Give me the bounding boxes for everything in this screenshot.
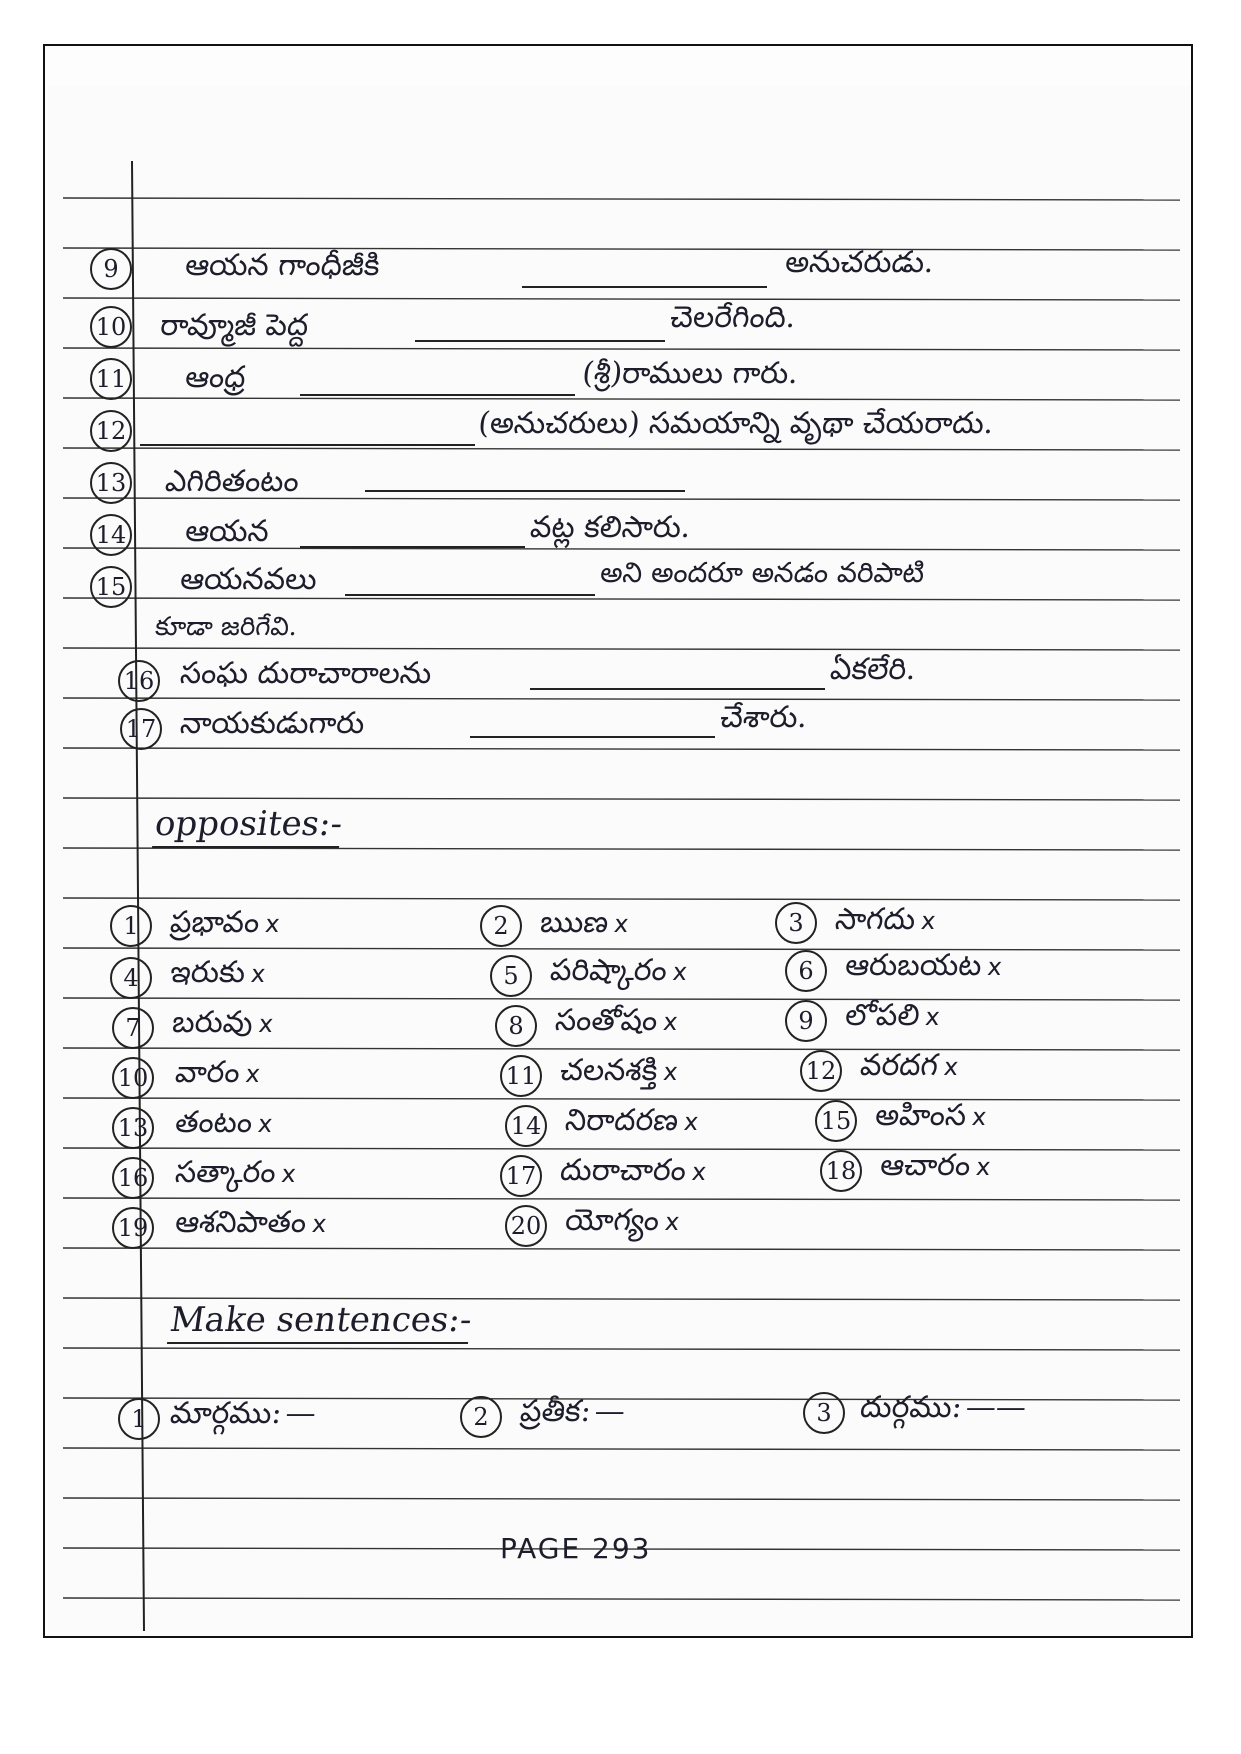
page-footer: PAGE 293: [500, 1532, 652, 1565]
blank-suffix: చేశారు.: [718, 700, 810, 735]
blank-line: [530, 688, 825, 690]
item-number: 16: [118, 660, 160, 702]
blank-line: [300, 394, 575, 396]
item-number: 16: [112, 1157, 154, 1199]
item-number: 1: [118, 1398, 160, 1440]
rule-line: [63, 298, 1180, 300]
blank-line: [470, 736, 715, 738]
item-number: 17: [120, 708, 162, 750]
blank-prefix: ఆయన గాంధీజీకి: [183, 248, 382, 283]
opposite-word: సత్కారం x: [173, 1155, 298, 1190]
item-number: 11: [90, 358, 132, 400]
rule-line: [63, 898, 1180, 900]
make-sentences-heading: Make sentences:-: [167, 1300, 475, 1344]
opposite-word: ప్రభావం x: [168, 905, 281, 940]
item-number: 10: [112, 1057, 154, 1099]
opposite-word: వారం x: [173, 1055, 262, 1090]
opposites-heading: opposites:-: [152, 804, 345, 848]
item-number: 8: [495, 1005, 537, 1047]
opposite-word: ఆశనిపాతం x: [173, 1205, 328, 1240]
item-number: 17: [500, 1155, 542, 1197]
item-number: 3: [775, 902, 817, 944]
rule-line: [63, 1348, 1180, 1350]
item-number: 2: [480, 905, 522, 947]
item-number: 5: [490, 955, 532, 997]
blank-suffix: (అనుచరులు) సమయాన్ని వృథా చేయరాదు.: [476, 406, 996, 441]
rule-line: [63, 1098, 1180, 1100]
blank-suffix: అని అందరూ అనడం వరిపాటి: [598, 556, 927, 589]
sentence-word: మార్గము:—: [168, 1396, 318, 1431]
rule-line: [63, 448, 1180, 450]
opposite-word: ఋణ x: [538, 905, 630, 940]
item-number: 9: [90, 248, 132, 290]
opposite-word: చలనశక్తి x: [558, 1053, 680, 1088]
rule-line: [63, 748, 1180, 750]
rule-line: [63, 798, 1180, 800]
sentence-word: దుర్గము:——: [858, 1390, 1028, 1425]
rule-line: [63, 1198, 1180, 1200]
opposite-word: వరదగ x: [858, 1048, 960, 1083]
item-number: 15: [90, 566, 132, 608]
item-number: 19: [112, 1207, 154, 1249]
item-number: 12: [800, 1050, 842, 1092]
opposite-word: యోగ్యం x: [563, 1203, 681, 1238]
opposite-word: ఆరుబయట x: [843, 948, 1004, 983]
blank-suffix: చెలరేగింది.: [668, 300, 798, 335]
rule-line: [63, 948, 1180, 950]
rule-line: [63, 698, 1180, 700]
blank-prefix: ఎగిరితంటం: [163, 464, 301, 499]
opposite-word: ఆచారం x: [878, 1148, 992, 1183]
item-number: 13: [112, 1107, 154, 1149]
blank-prefix: ఆయన: [183, 514, 271, 549]
opposite-word: నిరాదరణ x: [563, 1103, 700, 1138]
item-number: 14: [505, 1105, 547, 1147]
item-number: 2: [460, 1396, 502, 1438]
rule-line: [63, 1148, 1180, 1150]
opposite-word: దురాచారం x: [558, 1153, 708, 1188]
blank-suffix: వట్ల కలిసారు.: [528, 510, 693, 545]
item-number: 9: [785, 1000, 827, 1042]
rule-line: [63, 848, 1180, 850]
opposite-word: తంటం x: [173, 1105, 274, 1140]
opposite-word: ఇరుకు x: [168, 955, 267, 990]
opposite-word: అహింస x: [873, 1098, 988, 1133]
rule-line: [63, 998, 1180, 1000]
item-number: 7: [112, 1007, 154, 1049]
item-number: 1: [110, 905, 152, 947]
rule-line: [63, 198, 1180, 200]
item-number: 11: [500, 1055, 542, 1097]
rule-line: [63, 1248, 1180, 1250]
blank-prefix: రావ్మూజీ పెద్ద: [158, 308, 311, 343]
opposite-word: సంతోషం x: [553, 1003, 680, 1038]
blank-suffix: అనుచరుడు.: [783, 245, 936, 280]
blank-line: [522, 286, 767, 288]
blank-suffix: (శ్రీ)రాములు గారు.: [580, 356, 800, 391]
item-number: 4: [110, 957, 152, 999]
blank-line: [365, 490, 685, 492]
rule-line: [63, 1498, 1180, 1500]
item-number: 6: [785, 950, 827, 992]
item-number: 12: [90, 410, 132, 452]
blank-prefix: ఆయనవలు: [178, 562, 319, 597]
rule-line: [63, 1448, 1180, 1450]
opposite-word: బరువు x: [170, 1005, 275, 1040]
rule-line: [63, 1048, 1180, 1050]
item-number: 14: [90, 514, 132, 556]
opposite-word: సాగదు x: [833, 902, 937, 937]
rule-line: [63, 1598, 1180, 1600]
sentence-word: ప్రతీక:—: [518, 1394, 627, 1429]
blank-line: [345, 594, 595, 596]
item-number: 3: [803, 1392, 845, 1434]
blank-prefix: సంఘ దురాచారాలను: [178, 656, 434, 691]
item-number: 20: [505, 1205, 547, 1247]
blank-continuation: కూడా జరిగేవి.: [153, 612, 299, 642]
blank-prefix: ఆంధ్ర: [183, 360, 248, 395]
opposite-word: పరిష్కారం x: [548, 953, 689, 988]
blank-prefix: నాయకుడుగారు: [178, 706, 367, 741]
item-number: 10: [90, 306, 132, 348]
blank-line: [415, 340, 665, 342]
item-number: 15: [815, 1100, 857, 1142]
blank-suffix: ఏకలేరి.: [828, 652, 918, 687]
item-number: 18: [820, 1150, 862, 1192]
blank-line: [300, 546, 525, 548]
opposite-word: లోపలి x: [843, 998, 942, 1033]
blank-line: [140, 444, 475, 446]
item-number: 13: [90, 462, 132, 504]
rule-line: [63, 648, 1180, 650]
